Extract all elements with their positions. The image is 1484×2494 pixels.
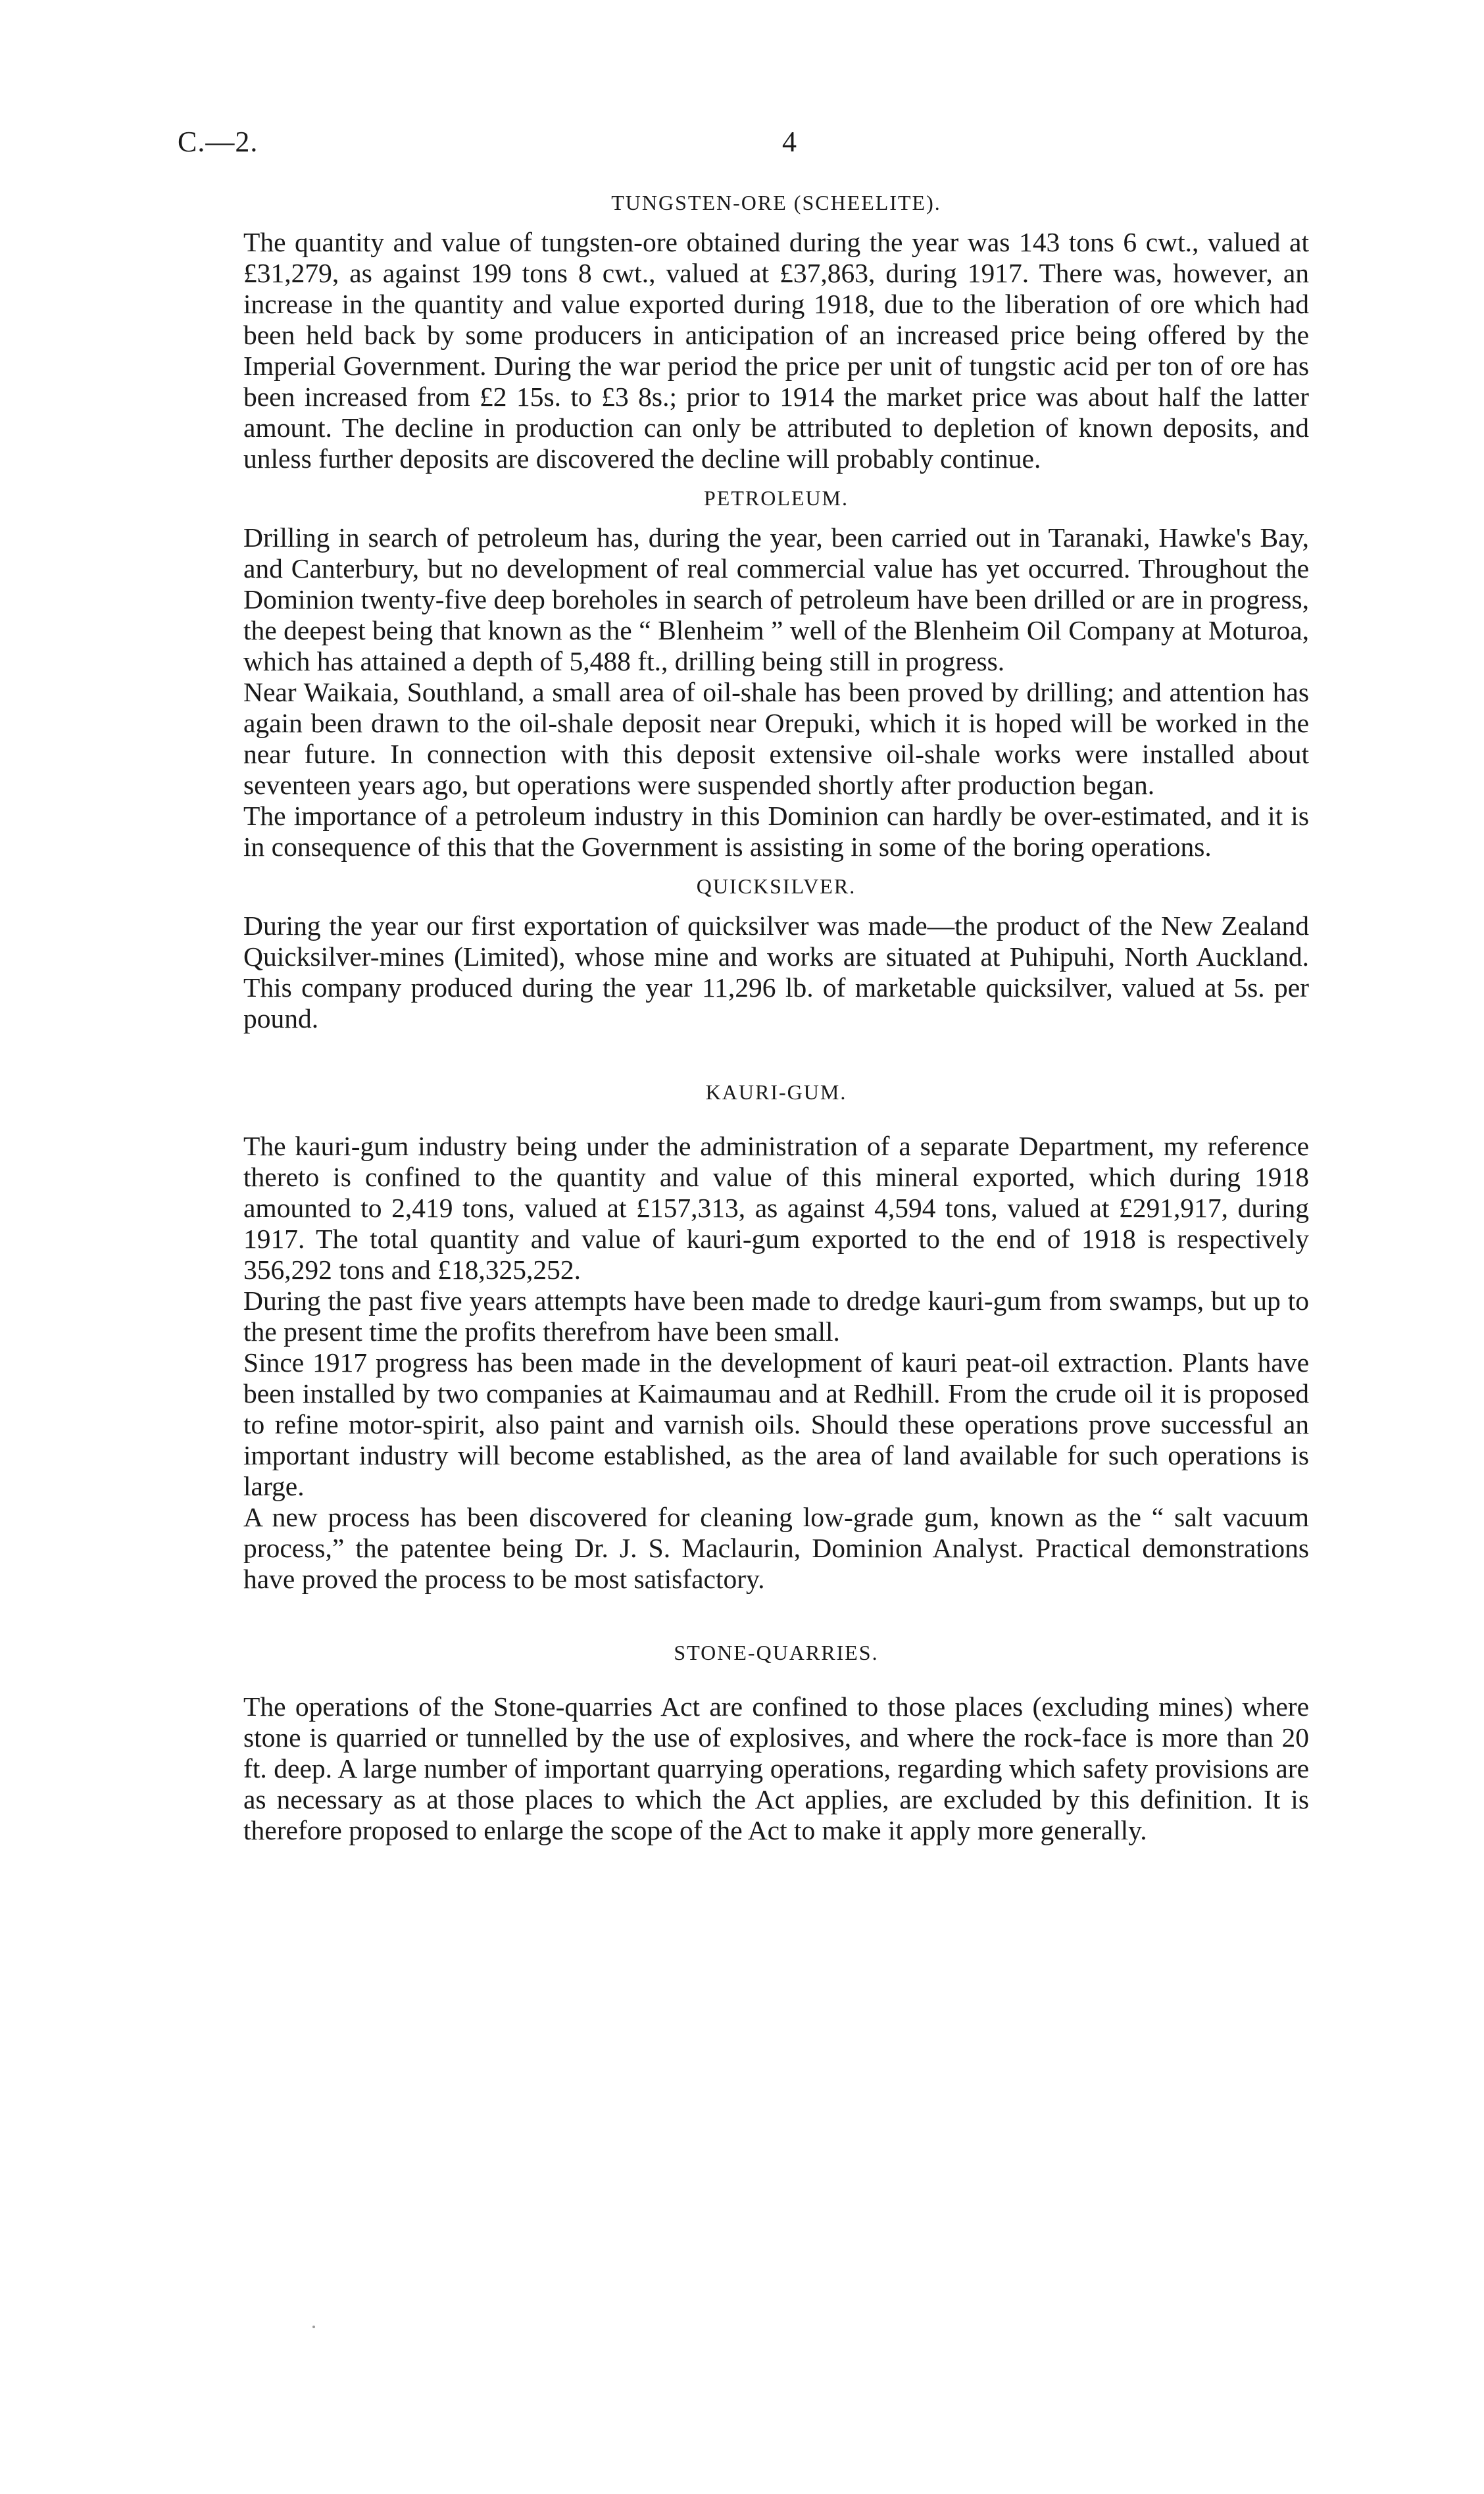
paragraph-kauri-gum-1: The kauri-gum industry being under the administration of a separate Department, my reference thereto is confined to the quantity and value of this mineral exported, which during 1918 amounted to 2,419 tons, valued at £157,313, as against 4,594 tons, valued at £291,917, during 1917. The total quantity and value of kauri-gum exported to the end of 1918 is respectively 356,292 tons and £18,325,252. (243, 1131, 1309, 1285)
document-body (243, 191, 1309, 1846)
paragraph-petroleum-3: The importance of a petroleum industry in this Dominion can hardly be over-estimated, and it is in consequence of this that the Government is assisting in some of the boring operations. (243, 801, 1309, 862)
page-header (178, 125, 1309, 164)
section-heading-kauri-gum: KAURI-GUM. (705, 1080, 847, 1104)
paragraph-stone-quarries-1: The operations of the Stone-quarries Act are confined to those places (excluding mines) where stone is quarried or tunnelled by the use of explosives, and where the rock-face is more than 20 ft. deep. A large number of important quarrying operations, regarding which safety provisions are as necessary as at those places to which the Act applies, are excluded by this definition. It is therefore proposed to enlarge the scope of the Act to make it apply more generally. (243, 1691, 1309, 1845)
paragraph-quicksilver-1: During the year our first exportation of quicksilver was made—the product of the New Zealand Quicksilver-mines (Limited), whose mine and works are situated at Puhipuhi, North Auckland. This company produced during the year 11,296 lb. of marketable quicksilver, valued at 5s. per pound. (243, 910, 1309, 1034)
paragraph-kauri-gum-4: A new process has been discovered for cleaning low-grade gum, known as the “ salt vacuum process,” the patentee being Dr. J. S. Maclaurin, Dominion Analyst. Practical demonstrations have proved the process to be most satisfactory. (243, 1502, 1309, 1594)
paragraph-kauri-gum-2: During the past five years attempts have been made to dredge kauri-gum from swamps, but up to the present time the profits therefrom have been small. (243, 1285, 1309, 1347)
section-heading-petroleum: PETROLEUM. (704, 486, 849, 510)
scan-speck (312, 2326, 315, 2328)
section-heading-tungsten-ore: TUNGSTEN-ORE (SCHEELITE). (611, 191, 941, 214)
document-reference: C.—2. (178, 126, 259, 158)
paragraph-tungsten-1: The quantity and value of tungsten-ore obtained during the year was 143 tons 6 cwt., valued at £31,279, as against 199 tons 8 cwt., valued at £37,863, during 1917. There was, however, an increase in the quantity and value exported during 1918, due to the liberation of ore which had been held back by some producers in anticipation of an increased price being offered by the Imperial Government. During the war period the price per unit of tungstic acid per ton of ore has been increased from £2 15s. to £3 8s.; prior to 1914 the market price was about half the latter amount. The decline in production can only be attributed to depletion of known deposits, and unless further deposits are discovered the decline will probably continue. (243, 227, 1309, 474)
paragraph-petroleum-2: Near Waikaia, Southland, a small area of oil-shale has been proved by drilling; and attention has again been drawn to the oil-shale deposit near Orepuki, which it is hoped will be worked in the near future. In connection with this deposit extensive oil-shale works were installed about seventeen years ago, but operations were suspended shortly after production began. (243, 677, 1309, 800)
section-heading-stone-quarries: STONE-QUARRIES. (674, 1641, 879, 1664)
paragraph-kauri-gum-3: Since 1917 progress has been made in the development of kauri peat-oil extraction. Plants have been installed by two companies at Kaimaumau and at Redhill. From the crude oil it is proposed to refine motor-spirit, also paint and varnish oils. Should these operations prove successful an important industry will become established, as the area of land available for such operations is large. (243, 1347, 1309, 1501)
page-number: 4 (782, 126, 797, 158)
section-heading-quicksilver: QUICKSILVER. (696, 874, 856, 898)
paragraph-petroleum-1: Drilling in search of petroleum has, during the year, been carried out in Taranaki, Hawke's Bay, and Canterbury, but no development of real commercial value has yet occurred. Throughout the Dominion twenty-five deep boreholes in search of petroleum have been drilled or are in progress, the deepest being that known as the “ Blenheim ” well of the Blenheim Oil Company at Moturoa, which has attained a depth of 5,488 ft., drilling being still in progress. (243, 522, 1309, 676)
